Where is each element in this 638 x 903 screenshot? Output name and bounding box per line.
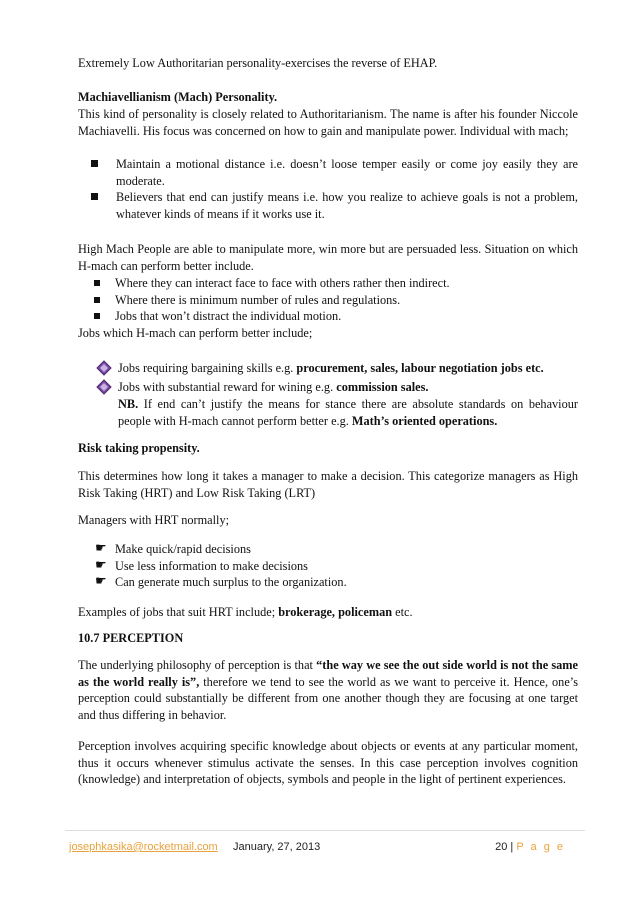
footer-email-link[interactable]: josephkasika@rocketmail.com [69,841,218,853]
square-bullet-icon [91,193,98,200]
nb-note: NB. If end can’t justify the means for stance there are absolute standards on behaviour people with H-mach cannot perform better e.g. Math’s oriented operations. [118,397,578,428]
list-item: Believers that end can justify means i.e. how you realize to achieve goals is not a problem, whatever kinds of means if it works use it. [78,189,578,222]
highmach-intro: High Mach People are able to manipulate more, win more but are persuaded less. Situation on which H-mach can perform better include. [78,242,578,273]
list-item: ☛ Can generate much surplus to the organization. [95,574,347,589]
list-item: Maintain a motional distance i.e. doesn’t loose temper easily or come joy easily they are moderate. [78,156,578,189]
list-item: Jobs that won’t distract the individual motion. [78,308,578,325]
jobs-intro: Jobs which H-mach can perform better include; [78,326,313,340]
mach-intro: This kind of personality is closely related to Authoritarianism. The name is after his founder Niccole Machiavelli. His focus was concerned on how to gain and manipulate power. Individual with mach; [78,107,578,138]
perception-paragraph-1: The underlying philosophy of perception is that “the way we see the out side world is not the same as the world really is”, therefore we tend to see the world as we want to perceive it. Hence, one’s perception could substantially be different from one another though they are focusing at one target and thus differing in behavior. [78,658,578,722]
square-bullet-icon [94,297,100,303]
list-item: ☛ Make quick/rapid decisions [95,541,251,556]
jobs-list [78,360,578,429]
perception-paragraph-2: Perception involves acquiring specific knowledge about objects or events at any particular moment, thus it occurs whenever stimulus activate the senses. In this case perception involves cognition (knowledge) and interpretation of objects, symbols and people in the light of pertinent experiences. [78,739,578,786]
ehap-paragraph: Extremely Low Authoritarian personality-exercises the reverse of EHAP. [78,56,438,70]
list-item: Jobs requiring bargaining skills e.g. procurement, sales, labour negotiation jobs etc. [78,360,578,377]
mach-bullet-list [78,156,578,222]
highmach-bullet-list [78,275,578,325]
square-bullet-icon [91,160,98,167]
square-bullet-icon [94,280,100,286]
pointing-hand-icon: ☛ [95,574,107,589]
risk-paragraph: This determines how long it takes a manager to make a decision. This categorize managers as High Risk Taking (HRT) and Low Risk Taking (LRT) [78,469,578,500]
pointing-hand-icon: ☛ [95,557,107,573]
diamond-bullet-icon [96,360,112,376]
hrt-examples: Examples of jobs that suit HRT include; brokerage, policeman etc. [78,605,413,619]
hrt-bullet-list [78,541,578,591]
diamond-bullet-icon [96,379,112,395]
pointing-hand-icon: ☛ [95,541,107,556]
list-item: ☛ Use less information to make decisions [95,557,308,573]
risk-heading: Risk taking propensity. [78,441,200,455]
hrt-intro: Managers with HRT normally; [78,513,230,527]
list-item: Where they can interact face to face with others rather then indirect. [78,275,578,292]
mach-heading: Machiavellianism (Mach) Personality. [78,90,278,104]
square-bullet-icon [94,313,100,319]
perception-heading: 10.7 PERCEPTION [78,631,184,645]
footer-date: January, 27, 2013 [233,841,321,853]
list-item: Where there is minimum number of rules and regulations. [78,292,578,309]
page-footer [65,830,585,859]
page-number: 20 | P a g e [495,841,565,853]
list-item: Jobs with substantial reward for wining e.g. commission sales. [78,379,578,396]
